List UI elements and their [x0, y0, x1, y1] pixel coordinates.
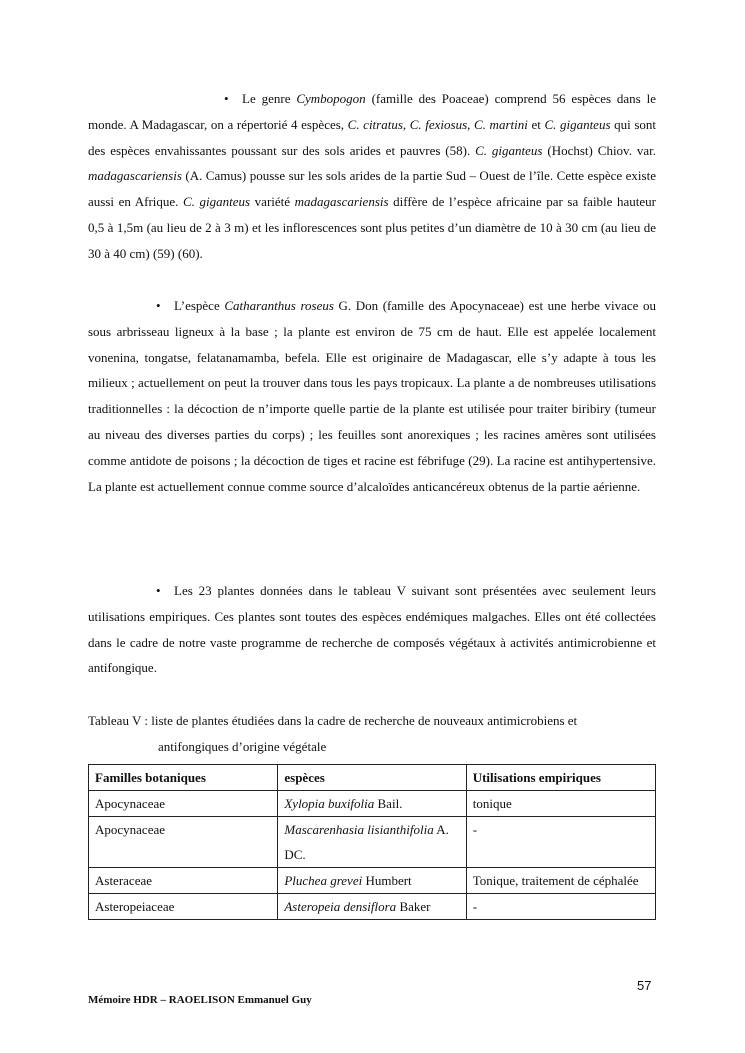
- paragraph-catharanthus: • L’espèce Catharanthus roseus G. Don (famille des Apocynaceae) est une herbe vivace ou sous arbrisseau ligneux à la base ; la plante est environ de 75 cm de haut. Elle est appelée localement vonenina, tongatse, felatanamamba, befela. Elle est originaire de Madagascar, elle s’y adapte à tous les milieux ; actuellement on peut la trouver dans tous les pays tropicaux. La plante a de nombreuses utilisations traditionnelles : la décoction de n’importe quelle partie de la plante est utilisée pour traiter biribiry (tumeur au niveau des diverses parties du corps) ; les feuilles sont anorexiques ; les racines amères sont utilisées comme antidote de poisons ; la décoction de tiges et racine est fébrifuge (29). La racine est antihypertensive. La plante est actuellement connue comme source d’alcaloïdes anticancéreux obtenus de la partie aérienne.: [88, 293, 656, 499]
- plants-table: [88, 764, 656, 920]
- header-especes: espèces: [278, 765, 466, 791]
- header-familles: Familles botaniques: [89, 765, 278, 791]
- caption-line-1: Tableau V : liste de plantes étudiées dans la cadre de recherche de nouveaux antimicrobiens et: [88, 713, 578, 728]
- table-row: [89, 791, 656, 817]
- cell-species: Xylopia buxifolia Bail.: [278, 791, 466, 817]
- cell-family: Asteropeiaceae: [89, 894, 278, 920]
- cell-use: Tonique, traitement de céphalée: [466, 868, 655, 894]
- header-utilisations: Utilisations empiriques: [466, 765, 655, 791]
- cell-use: -: [466, 894, 655, 920]
- cell-family: Apocynaceae: [89, 817, 278, 868]
- table-row: [89, 817, 656, 868]
- table-caption: [88, 708, 656, 760]
- footer-author: Mémoire HDR – RAOELISON Emmanuel Guy: [88, 994, 312, 1006]
- paragraph-23-plantes: • Les 23 plantes données dans le tableau V suivant sont présentées avec seulement leurs utilisations empiriques. Ces plantes sont toutes des espèces endémiques malgaches. Elles ont été collectées dans le cadre de notre vaste programme de recherche de composés végétaux à activités antimicrobienne et antifongique.: [88, 578, 656, 681]
- bullet: •: [224, 91, 229, 106]
- cell-use: -: [466, 817, 655, 868]
- cell-species: Asteropeia densiflora Baker: [278, 894, 466, 920]
- paragraph-cymbopogon: • Le genre Cymbopogon (famille des Poaceae) comprend 56 espèces dans le monde. A Madagascar, on a répertorié 4 espèces, C. citratus, C. fexiosus, C. martini et C. giganteus qui sont des espèces envahissantes poussant sur des sols arides et pauvres (58). C. giganteus (Hochst) Chiov. var. madagascariensis (A. Camus) pousse sur les sols arides de la partie Sud – Ouest de l’île. Cette espèce existe aussi en Afrique. C. giganteus variété madagascariensis diffère de l’espèce africaine par sa faible hauteur 0,5 à 1,5m (au lieu de 2 à 3 m) et les inflorescences sont plus petites d’un diamètre de 10 à 30 cm (au lieu de 30 à 40 cm) (59) (60).: [88, 86, 656, 267]
- bullet: •: [156, 583, 161, 598]
- bullet: •: [156, 298, 161, 313]
- cell-use: tonique: [466, 791, 655, 817]
- cell-family: Asteraceae: [89, 868, 278, 894]
- table-row: [89, 894, 656, 920]
- page-number: 57: [637, 978, 652, 993]
- cell-species: Mascarenhasia lisianthifolia A. DC.: [278, 817, 466, 868]
- cell-family: Apocynaceae: [89, 791, 278, 817]
- table-header-row: [89, 765, 656, 791]
- caption-line-2: antifongiques d’origine végétale: [158, 738, 327, 754]
- cell-species: Pluchea grevei Humbert: [278, 868, 466, 894]
- table-row: [89, 868, 656, 894]
